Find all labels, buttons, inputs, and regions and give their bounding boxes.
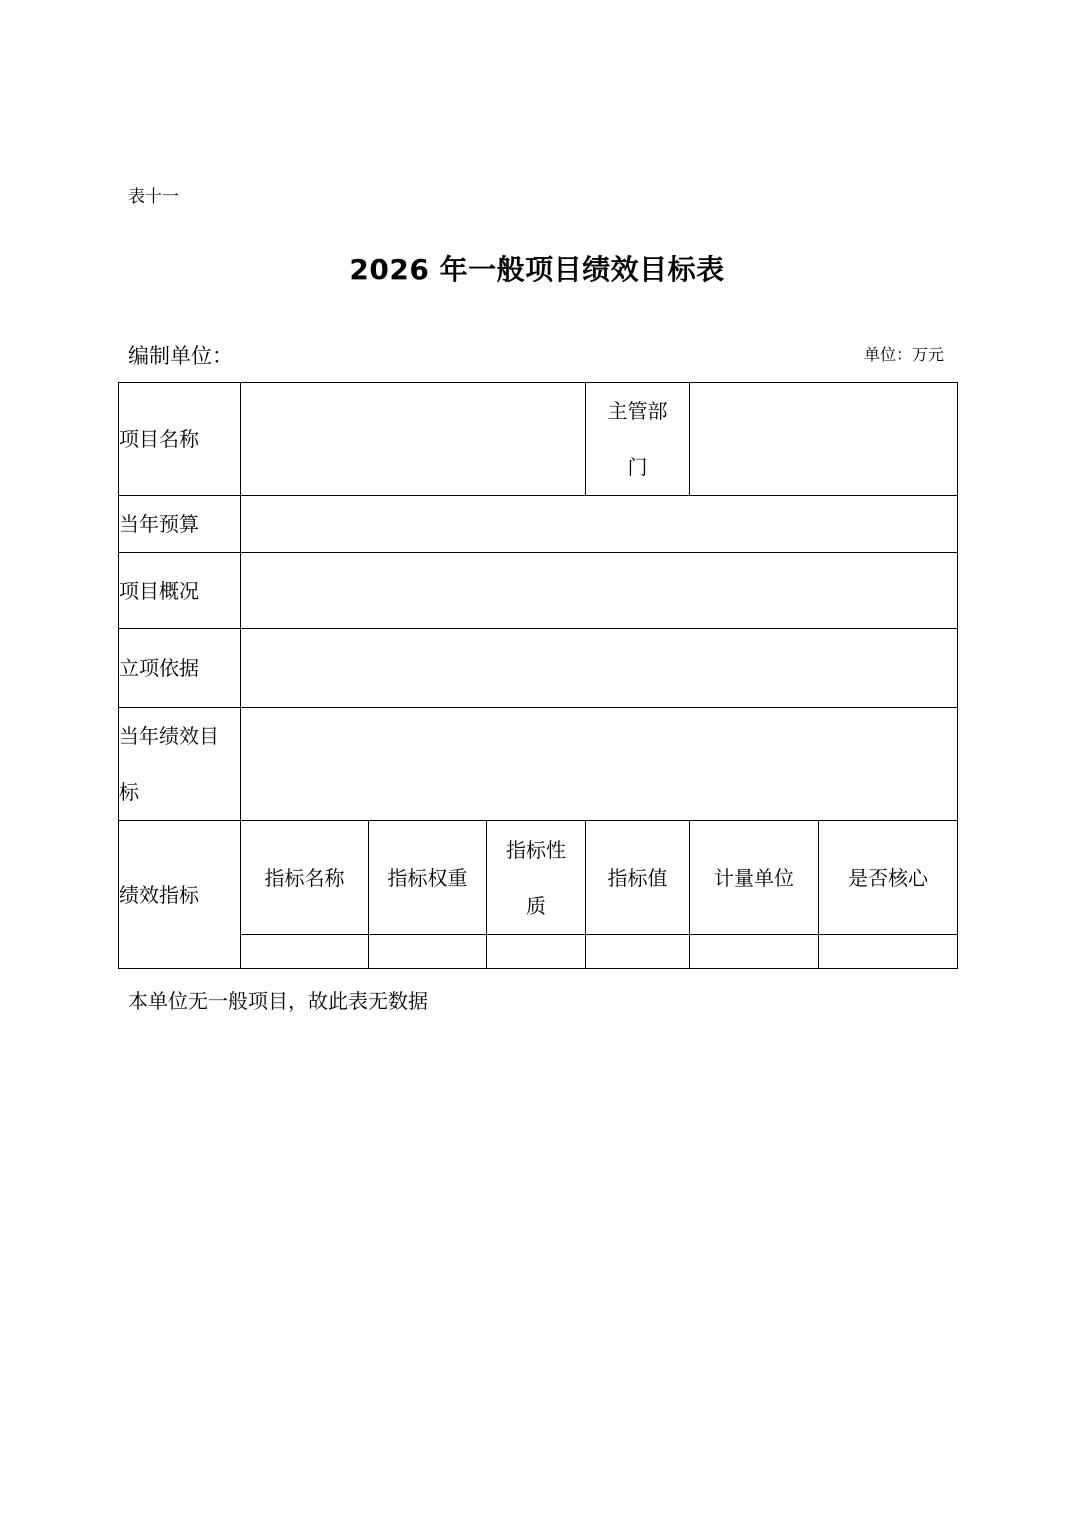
project-name-value [241,383,586,496]
table-row [119,821,958,935]
indicator-cell-nature [487,935,586,969]
no-data-note: 本单位无一般项目，故此表无数据 [128,989,428,1013]
indicator-header-core: 是否核心 [819,821,958,935]
indicator-cell-value [586,935,690,969]
performance-goal-label: 当年绩效目标 [119,708,241,821]
department-label: 主管部门 [586,383,690,496]
performance-goal-value [241,708,958,821]
indicator-cell-core [819,935,958,969]
indicator-header-weight: 指标权重 [369,821,487,935]
document-title: 2026 年一般项目绩效目标表 [349,253,725,286]
indicator-header-unit: 计量单位 [690,821,819,935]
budget-label: 当年预算 [119,496,241,553]
table-row [119,708,958,821]
table-row [119,383,958,496]
currency-unit-label: 单位：万元 [863,345,944,364]
indicator-cell-unit [690,935,819,969]
compiling-unit-label: 编制单位： [128,344,233,368]
table-row [119,629,958,708]
basis-label: 立项依据 [119,629,241,708]
budget-value [241,496,958,553]
indicator-cell-weight [369,935,487,969]
indicator-cell-name [241,935,369,969]
department-value [690,383,958,496]
table-row [119,496,958,553]
indicator-header-name: 指标名称 [241,821,369,935]
table-row [119,935,958,969]
overview-value [241,553,958,629]
basis-value [241,629,958,708]
indicator-header-nature: 指标性质 [487,821,586,935]
project-name-label: 项目名称 [119,383,241,496]
indicator-label: 绩效指标 [119,821,241,969]
indicator-header-value: 指标值 [586,821,690,935]
table-number-label: 表十一 [128,187,179,207]
performance-goal-table [118,382,958,969]
table-row [119,553,958,629]
overview-label: 项目概况 [119,553,241,629]
